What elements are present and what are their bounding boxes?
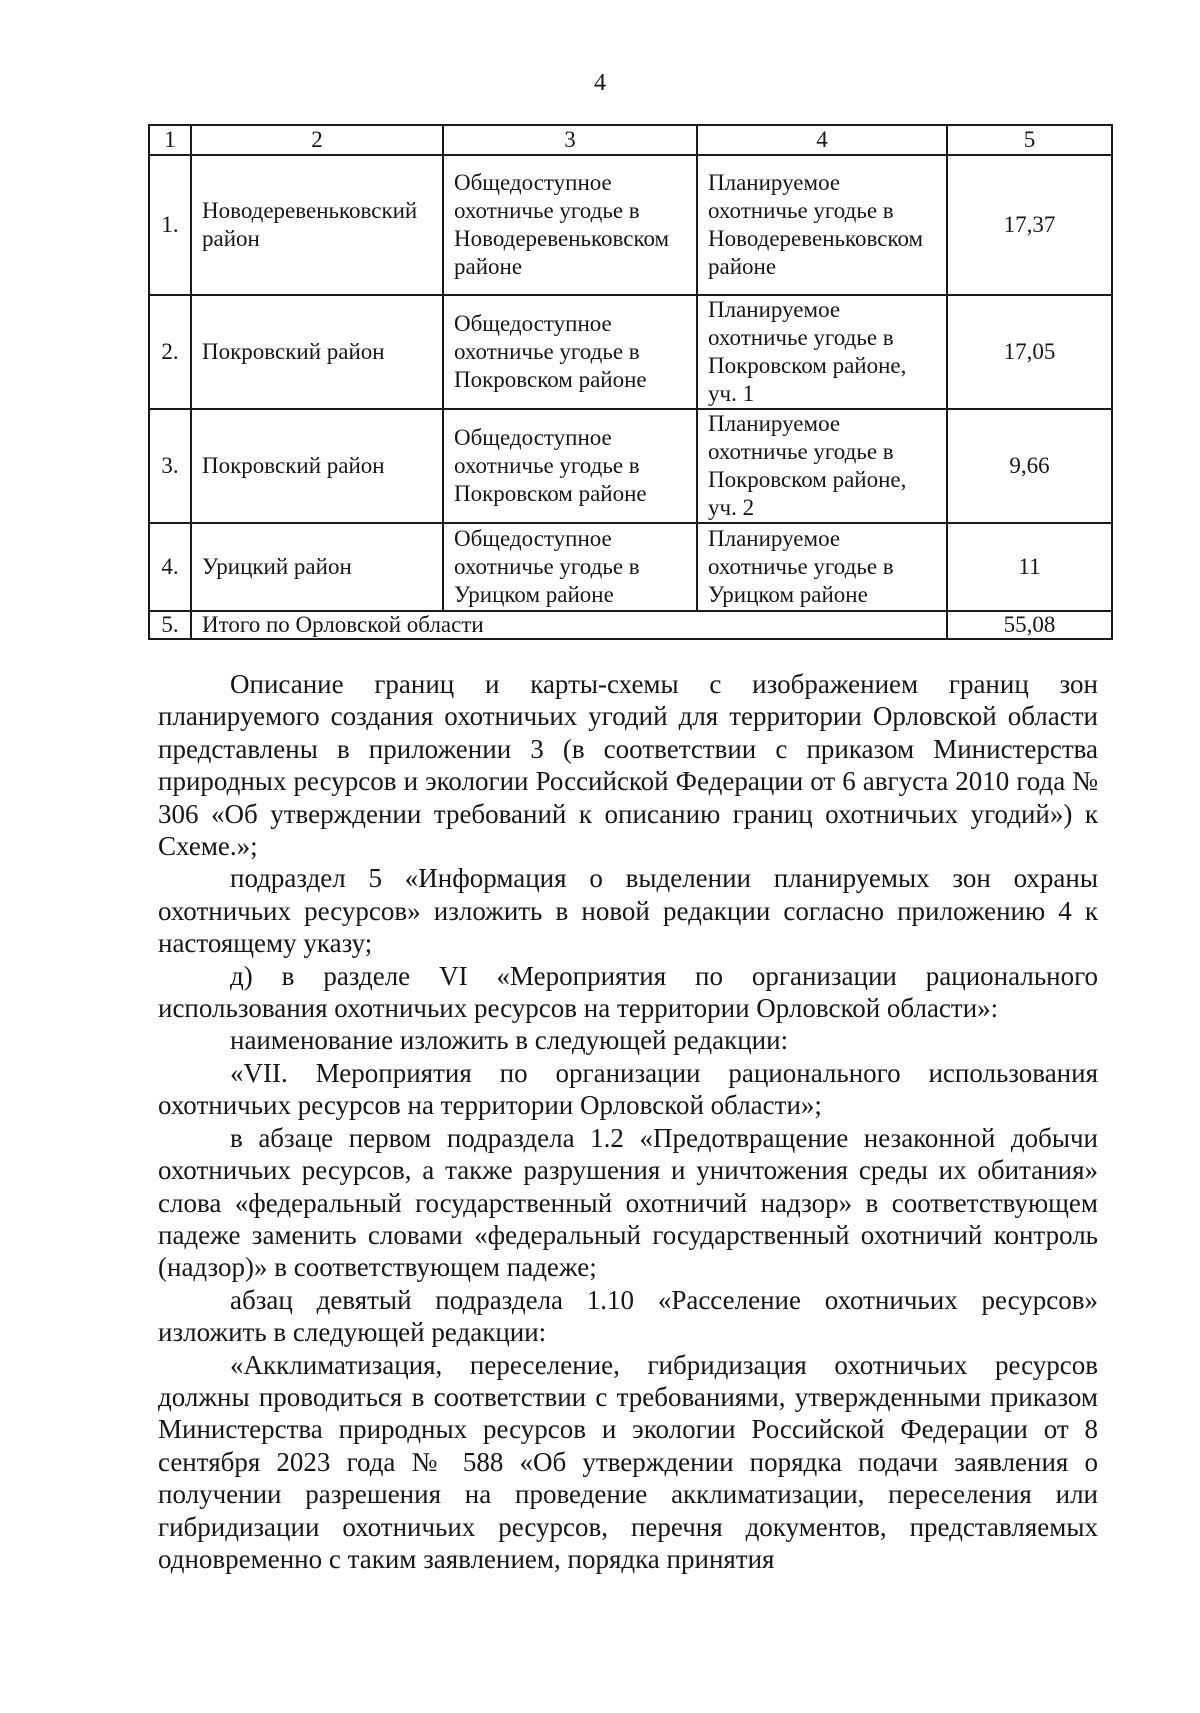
column-header: 2 bbox=[191, 125, 443, 155]
paragraph: наименование изложить в следующей редакции: bbox=[230, 1025, 789, 1056]
paragraph: подраздел 5 «Информация о выделении планируемых зон охраны охотничьих ресурсов» изложить в новой редакции согласно приложению 4 к настоящему указу; bbox=[158, 863, 1098, 959]
page-number: 4 bbox=[594, 70, 606, 96]
value-cell: 11 bbox=[947, 523, 1112, 611]
row-number: 3. bbox=[149, 409, 191, 523]
paragraph: д) в разделе VI «Мероприятия по организации рационального использования охотничьих ресурсов на территории Орловской области»: bbox=[158, 960, 1098, 1024]
public-ground-cell: Общедоступное охотничье угодье в Новодеревеньковском районе bbox=[443, 155, 697, 295]
table-row bbox=[149, 523, 1112, 611]
value-cell: 17,37 bbox=[947, 155, 1112, 295]
planned-ground-cell: Планируемое охотничье угодье в Новодеревеньковском районе bbox=[697, 155, 947, 295]
paragraph: абзац девятый подраздела 1.10 «Расселение охотничьих ресурсов» изложить в следующей редакции: bbox=[158, 1284, 1098, 1348]
table-header-row bbox=[149, 125, 1112, 155]
public-ground-cell: Общедоступное охотничье угодье в Покровском районе bbox=[443, 295, 697, 409]
column-header: 3 bbox=[443, 125, 697, 155]
value-cell: 17,05 bbox=[947, 295, 1112, 409]
district-cell: Покровский район bbox=[191, 295, 443, 409]
paragraph: Описание границ и карты-схемы с изображением границ зон планируемого создания охотничьих угодий для территории Орловской области представлены в приложении 3 (в соответствии с приказом Министерства природных ресурсов и экологии Российской Федерации от 6 августа 2010 года № 306 «Об утверждении требований к описанию границ охотничьих угодий») к Схеме.»; bbox=[158, 669, 1098, 862]
district-cell: Покровский район bbox=[191, 409, 443, 523]
table-row bbox=[149, 155, 1112, 295]
row-number: 4. bbox=[149, 523, 191, 611]
table-row bbox=[149, 295, 1112, 409]
planned-ground-cell: Планируемое охотничье угодье в Покровском районе, уч. 2 bbox=[697, 409, 947, 523]
total-value: 55,08 bbox=[947, 611, 1112, 639]
paragraph: «Акклиматизация, переселение, гибридизация охотничьих ресурсов должны проводиться в соответствии с требованиями, утвержденными приказом Министерства природных ресурсов и экологии Российской Федерации от 8 сентября 2023 года № 588 «Об утверждении порядка подачи заявления о получении разрешения на проведение акклиматизации, переселения или гибридизации охотничьих ресурсов, перечня документов, представляемых одновременно с таким заявлением, порядка принятия bbox=[158, 1349, 1098, 1574]
public-ground-cell: Общедоступное охотничье угодье в Урицком районе bbox=[443, 523, 697, 611]
table-total-row bbox=[149, 611, 1112, 639]
row-number: 2. bbox=[149, 295, 191, 409]
total-label: Итого по Орловской области bbox=[191, 611, 947, 639]
planned-ground-cell: Планируемое охотничье угодье в Покровском районе, уч. 1 bbox=[697, 295, 947, 409]
column-header: 1 bbox=[149, 125, 191, 155]
public-ground-cell: Общедоступное охотничье угодье в Покровском районе bbox=[443, 409, 697, 523]
planned-ground-cell: Планируемое охотничье угодье в Урицком районе bbox=[697, 523, 947, 611]
column-header: 5 bbox=[947, 125, 1112, 155]
value-cell: 9,66 bbox=[947, 409, 1112, 523]
paragraph: «VII. Мероприятия по организации рационального использования охотничьих ресурсов на территории Орловской области»; bbox=[158, 1057, 1098, 1121]
column-header: 4 bbox=[697, 125, 947, 155]
district-cell: Урицкий район bbox=[191, 523, 443, 611]
row-number: 5. bbox=[149, 611, 191, 639]
paragraph: в абзаце первом подраздела 1.2 «Предотвращение незаконной добычи охотничьих ресурсов, а также разрушения и уничтожения среды их обитания» слова «федеральный государственный охотничий надзор» в соответствующем падеже заменить словами «федеральный государственный охотничий контроль (надзор)» в соответствующем падеже; bbox=[158, 1122, 1098, 1283]
district-cell: Новодеревеньковский район bbox=[191, 155, 443, 295]
row-number: 1. bbox=[149, 155, 191, 295]
document-body bbox=[158, 668, 1098, 1575]
table-row bbox=[149, 409, 1112, 523]
hunting-grounds-table bbox=[148, 124, 1113, 640]
